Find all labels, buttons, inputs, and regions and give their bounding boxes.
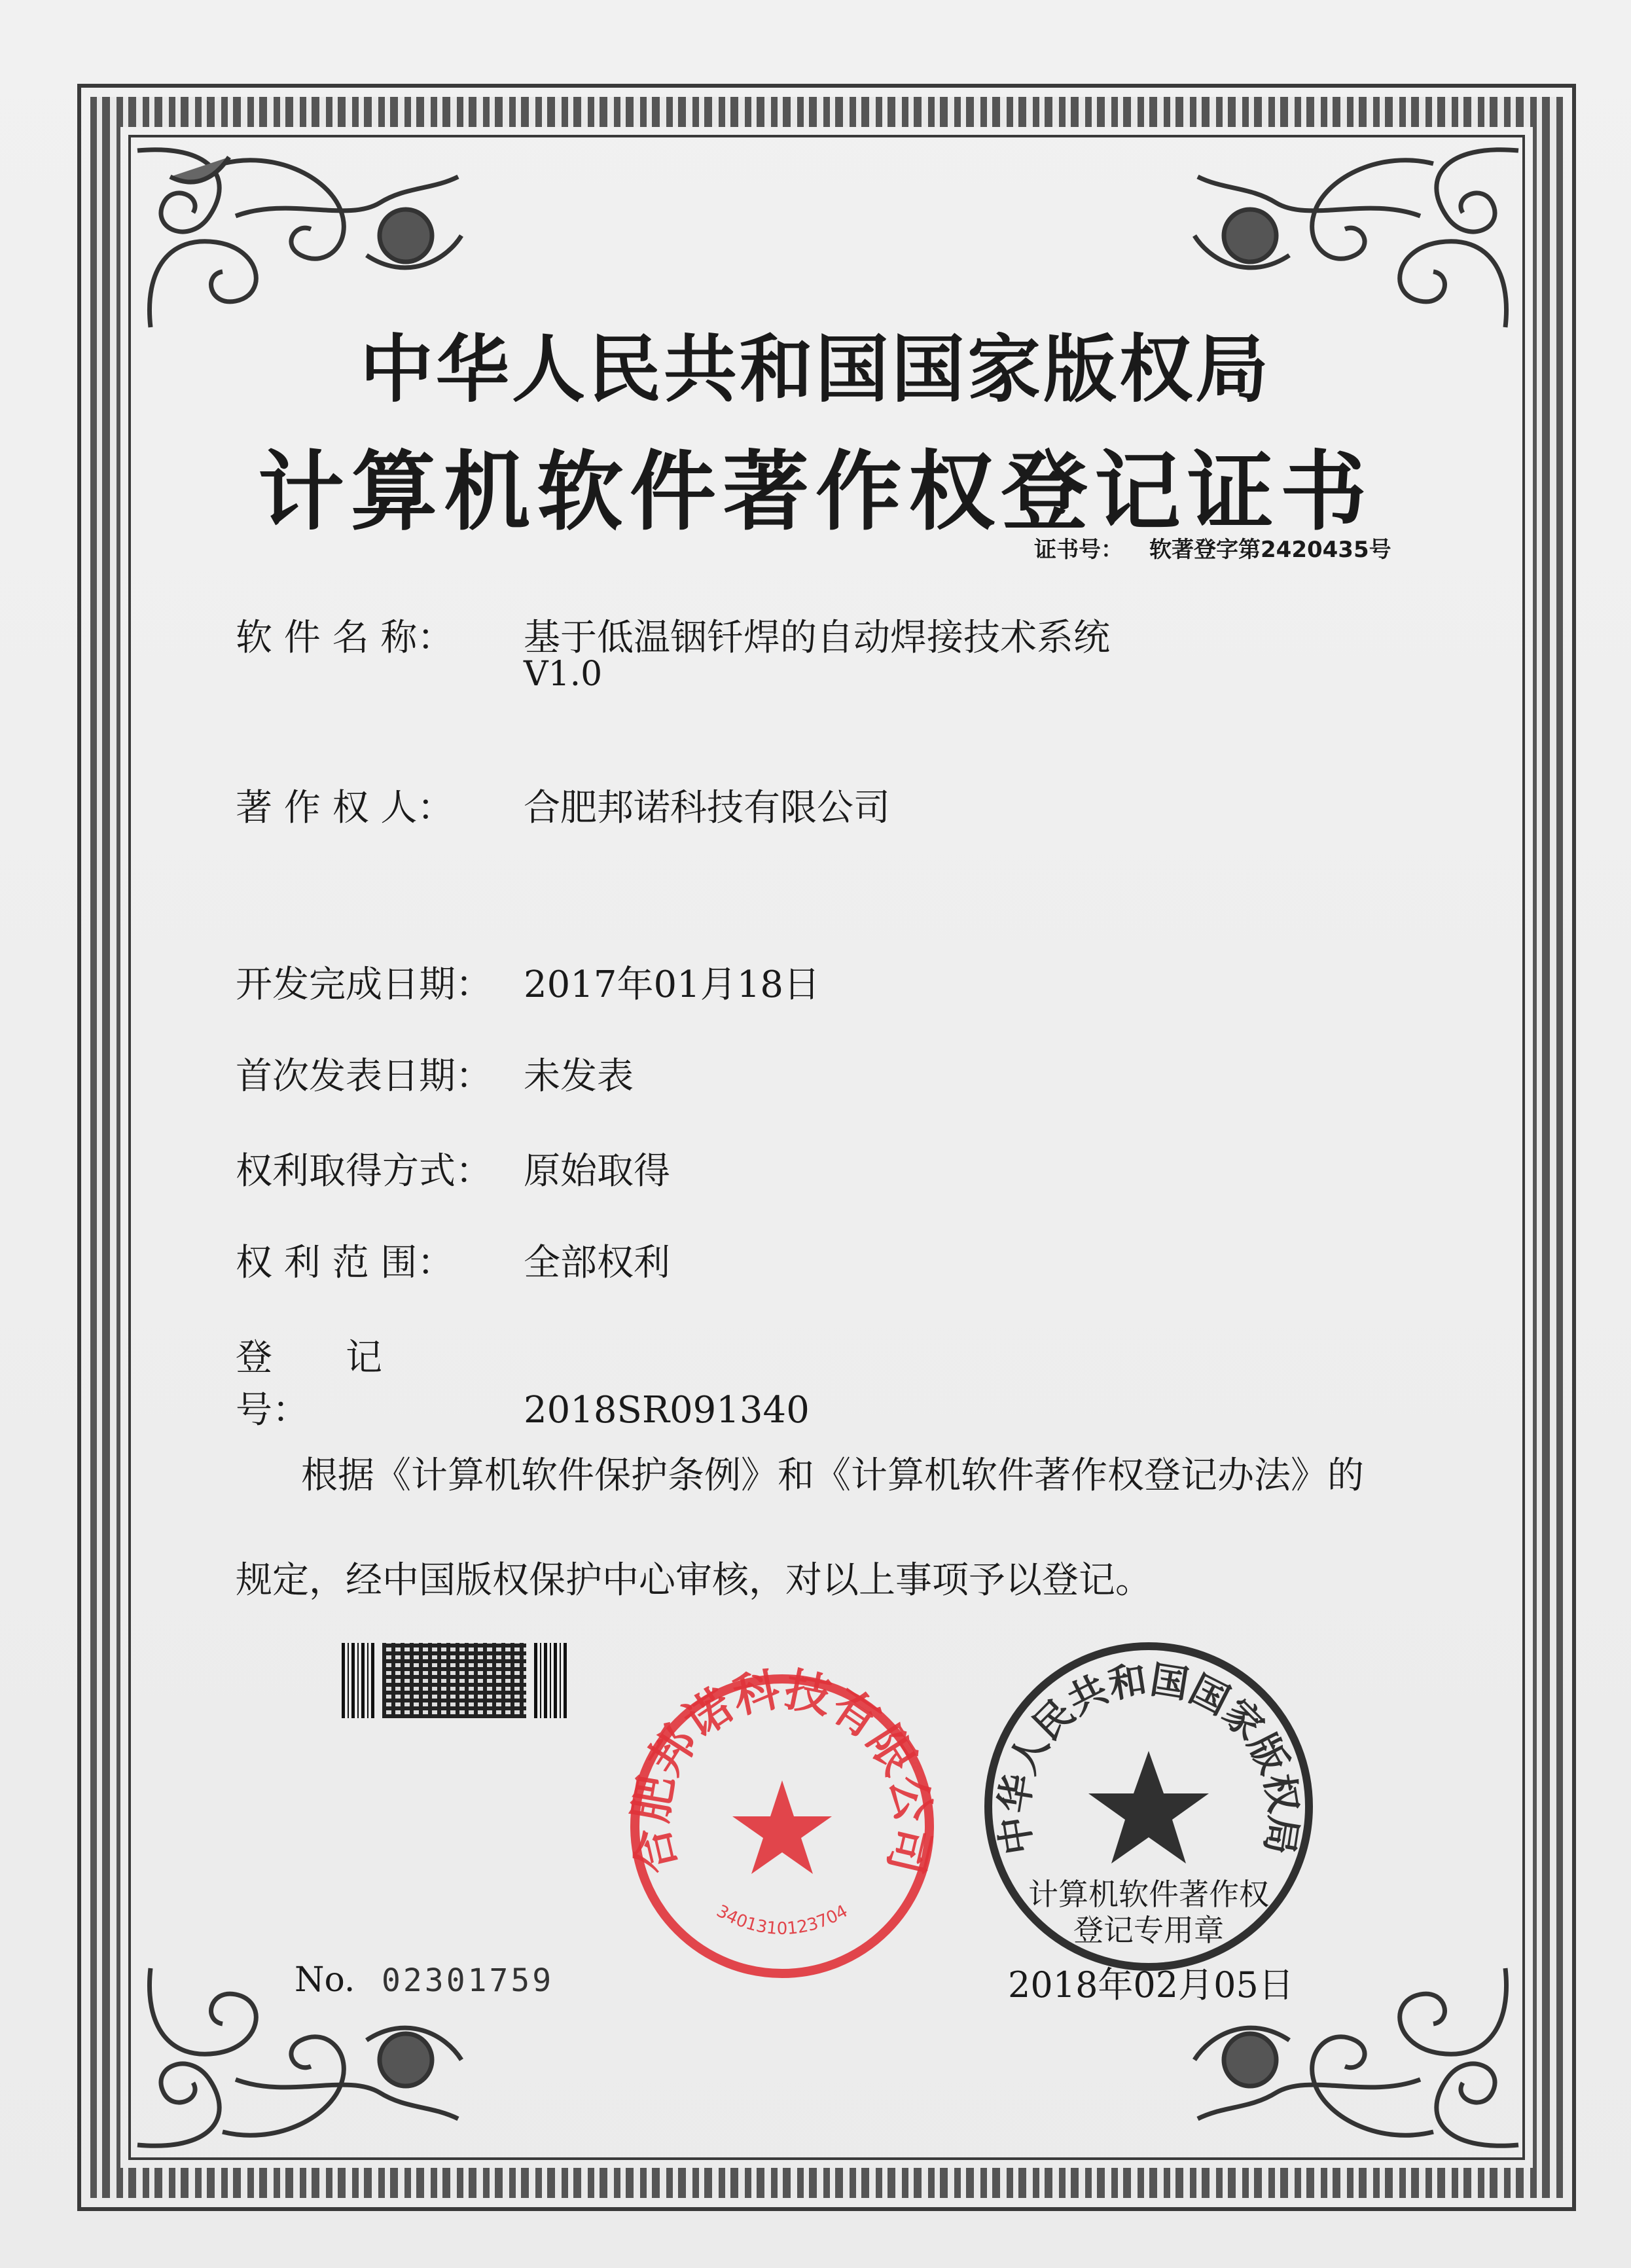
field-development-date — [236, 956, 820, 1008]
acquisition-label: 权利取得方式： — [236, 1150, 492, 1193]
company-seal-code: 3401310123704 — [713, 1901, 851, 1939]
pub-date-label: 首次发表日期： — [236, 1055, 492, 1098]
field-registration-number — [236, 1329, 810, 1433]
owner-value: 合肥邦诺科技有限公司 — [524, 787, 890, 829]
acquisition-value: 原始取得 — [524, 1150, 670, 1193]
reg-no-label: 登 记 号： — [236, 1337, 456, 1431]
corner-ornament-top-left — [131, 137, 471, 334]
barcode-bars-right — [534, 1643, 567, 1718]
company-seal-name: 合肥邦诺科技有限公司 — [623, 1663, 941, 1879]
statement-line-1: 根据《计算机软件保护条例》和《计算机软件著作权登记办法》的 — [301, 1454, 1364, 1497]
certificate-title: 计算机软件著作权登记证书 — [258, 441, 1373, 543]
barcode-bars-left — [342, 1643, 374, 1718]
field-software-name — [236, 609, 1110, 661]
issue-date: 2018年02月05日 — [1008, 1964, 1294, 2006]
barcode — [342, 1643, 567, 1718]
serial-number-label: No. — [295, 1960, 355, 2000]
reg-no-value: 2018SR091340 — [524, 1389, 810, 1431]
software-version: V1.0 — [524, 655, 603, 694]
official-seal-line-2: 登记专用章 — [1073, 1913, 1224, 1948]
issuing-authority: 中华人民共和国国家版权局 — [360, 327, 1271, 412]
dev-date-value: 2017年01月18日 — [524, 963, 821, 1006]
field-publication-date — [236, 1047, 634, 1100]
official-seal-line-1: 计算机软件著作权 — [1028, 1877, 1269, 1912]
certificate-number-value: 软著登字第2420435号 — [1149, 537, 1391, 563]
pub-date-value: 未发表 — [524, 1055, 634, 1098]
barcode-matrix — [382, 1643, 526, 1718]
official-seal-name: 中华人民共和国国家版权局 — [991, 1657, 1306, 1858]
scope-label: 权 利 范 围： — [236, 1242, 454, 1284]
svg-text:3401310123704 — [713, 1901, 851, 1939]
statement-line-2: 规定，经中国版权保护中心审核，对以上事项予以登记。 — [236, 1559, 1152, 1602]
software-name-label: 软 件 名 称： — [236, 617, 454, 659]
serial-number-value: 02301759 — [382, 1962, 554, 1999]
company-seal — [618, 1663, 946, 1990]
field-acquisition-method — [236, 1142, 670, 1195]
software-name-value: 基于低温铟钎焊的自动焊接技术系统 — [524, 617, 1110, 659]
copyright-office-seal — [975, 1633, 1322, 1980]
field-owner — [236, 779, 890, 831]
owner-label: 著 作 权 人： — [236, 787, 454, 829]
scope-value: 全部权利 — [524, 1242, 670, 1284]
dev-date-label: 开发完成日期： — [236, 963, 492, 1006]
corner-ornament-top-right — [1185, 137, 1525, 334]
certificate-number-label: 证书号： — [1034, 537, 1123, 563]
field-rights-scope — [236, 1234, 670, 1286]
certificate-number — [1034, 531, 1391, 564]
